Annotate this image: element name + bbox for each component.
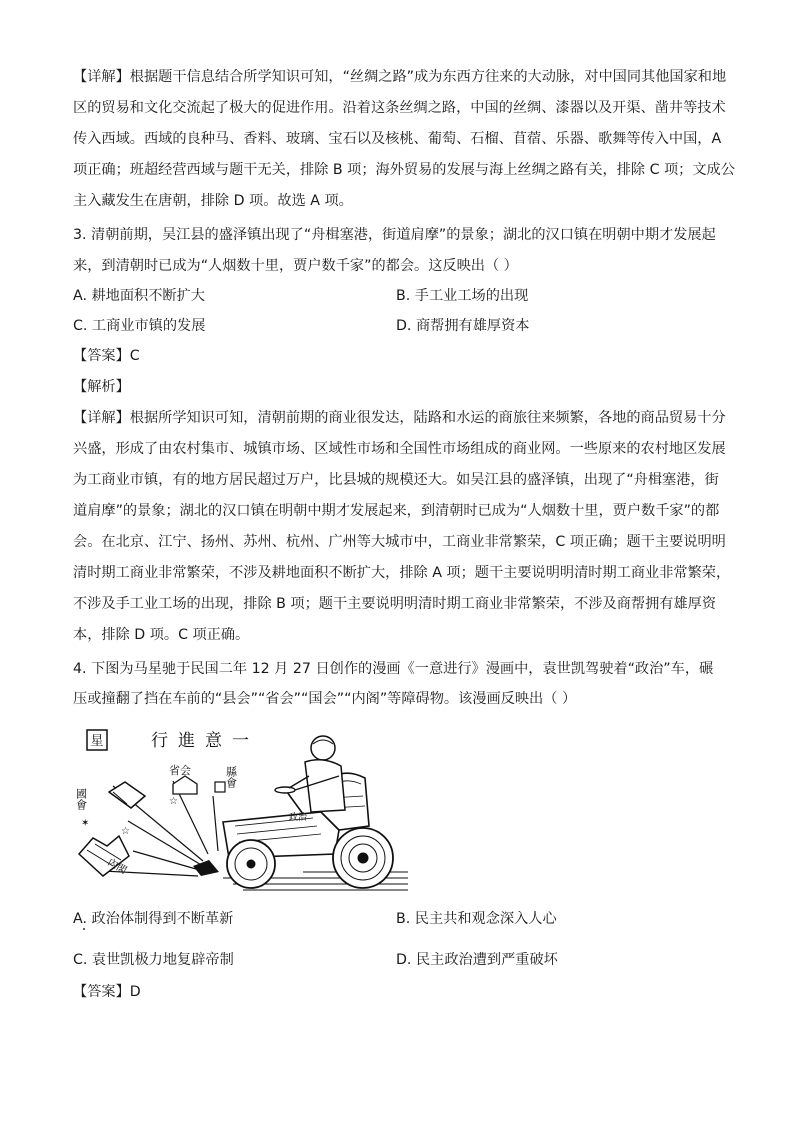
label-xianhui: 縣會 (224, 766, 238, 788)
q2-analysis-line-2: 区的贸易和文化交流起了极大的促进作用。沿着这条丝绸之路，中国的丝绸、漆器以及开渠、凿井等技术 (73, 100, 726, 116)
svg-text:☆: ☆ (169, 796, 178, 807)
cartoon-seal: 星 (90, 734, 104, 749)
q3-option-c: C. 工商业市镇的发展 (73, 318, 206, 334)
svg-text:✶: ✶ (81, 818, 90, 829)
q3-analysis-line-7: 不涉及手工业工场的出现，排除 B 项；题干主要说明明清时期工商业非常繁荣，不涉及商帮拥有雄厚资 (73, 596, 717, 612)
xianhui-sign (215, 766, 238, 792)
driver-figure (289, 736, 345, 812)
cartoon-title: 行進意一 (151, 731, 259, 751)
q2-analysis-line-5: 主入藏发生在唐朝，排除 D 项。故选 A 项。 (73, 193, 353, 209)
stray-dot (83, 928, 85, 930)
q3-analysis-line-6: 清时期工商业非常繁荣，不涉及耕地面积不断扩大，排除 A 项；题干主要说明明清时期工商业非常繁荣， (73, 565, 731, 581)
q3-stem-line-1: 3. 清朝前期，吴江县的盛泽镇出现了“舟楫塞港，街道肩摩”的景象；湖北的汉口镇在明朝中期才发展起 (73, 227, 716, 243)
q4-stem-line-2: 压或撞翻了挡在车前的“县会”“省会”“国会”“内阁”等障碍物。该漫画反映出（ ） (73, 691, 577, 707)
q3-analysis-line-5: 会。在北京、江宁、扬州、苏州、杭州、广州等大城市中，工商业非常繁荣，C 项正确；题干主要说明明 (73, 534, 726, 550)
svg-text:☆: ☆ (121, 826, 130, 837)
q3-analysis-line-1: 【详解】根据所学知识可知，清朝前期的商业很发达，陆路和水运的商旅往来频繁，各地的商品贸易十分 (73, 410, 726, 426)
q4-option-b: B. 民主共和观念深入人心 (396, 911, 557, 927)
q3-option-a: A. 耕地面积不断扩大 (73, 288, 205, 304)
q3-analysis-line-2: 兴盛，形成了由农村集市、城镇市场、区域性市场和全国性市场组成的商业网。一些原来的农村地区发展 (73, 441, 726, 457)
q2-analysis-line-3: 传入西域。西域的良种马、香料、玻璃、宝石以及核桃、葡萄、石榴、苜蓿、乐器、歌舞等传入中国，A (73, 131, 722, 147)
q3-option-d: D. 商帮拥有雄厚资本 (396, 318, 530, 334)
q4-option-d: D. 民主政治遭到严重破坏 (396, 952, 558, 968)
q4-option-c: C. 袁世凯极力地复辟帝制 (73, 952, 234, 968)
front-wheel (227, 840, 275, 888)
shenghui-building (169, 763, 197, 794)
q3-analysis-line-8: 本，排除 D 项。C 项正确。 (73, 627, 250, 643)
q3-analysis-line-3: 为工商业市镇，有的地方居民超过万户，比县城的规模还大。如吴江县的盛泽镇，出现了“舟楫塞港，街 (73, 472, 719, 488)
q3-stem-line-2: 来，到清朝时已成为“人烟数十里，贾户数千家”的都会。这反映出（ ） (73, 258, 518, 274)
cartoon-illustration (73, 726, 408, 898)
q3-answer: 【答案】C (73, 348, 140, 364)
q3-analysis-heading: 【解析】 (73, 379, 130, 395)
q4-answer: 【答案】D (73, 984, 141, 1000)
q3-analysis-line-4: 道肩摩”的景象；湖北的汉口镇在明朝中期才发展起来，到清朝时已成为“人烟数十里，贾户数千家”的都 (73, 503, 720, 519)
q2-analysis-line-4: 项正确；班超经营西域与题干无关，排除 B 项；海外贸易的发展与海上丝绸之路有关，排除 C 项；文成公 (73, 162, 735, 178)
label-guohui: 國會 (74, 788, 88, 810)
car-label-zhengzhi: 政治 (289, 813, 308, 823)
q3-option-b: B. 手工业工场的出现 (396, 288, 529, 304)
label-neige: 內閣 (105, 857, 129, 877)
neige-building (79, 836, 129, 877)
q4-option-a: A. 政治体制得到不断革新 (73, 911, 234, 927)
q4-stem-line-1: 4. 下图为马星驰于民国二年 12 月 27 日创作的漫画《一意进行》漫画中，袁世凯驾驶着“政治”车，碾 (73, 661, 714, 677)
guohui-building (75, 782, 146, 810)
q2-analysis-line-1: 【详解】根据题干信息结合所学知识可知，“丝绸之路”成为东西方往来的大动脉，对中国同其他国家和地 (73, 69, 727, 85)
rear-wheel (333, 828, 393, 888)
label-shenghui: 省会 (169, 764, 191, 777)
